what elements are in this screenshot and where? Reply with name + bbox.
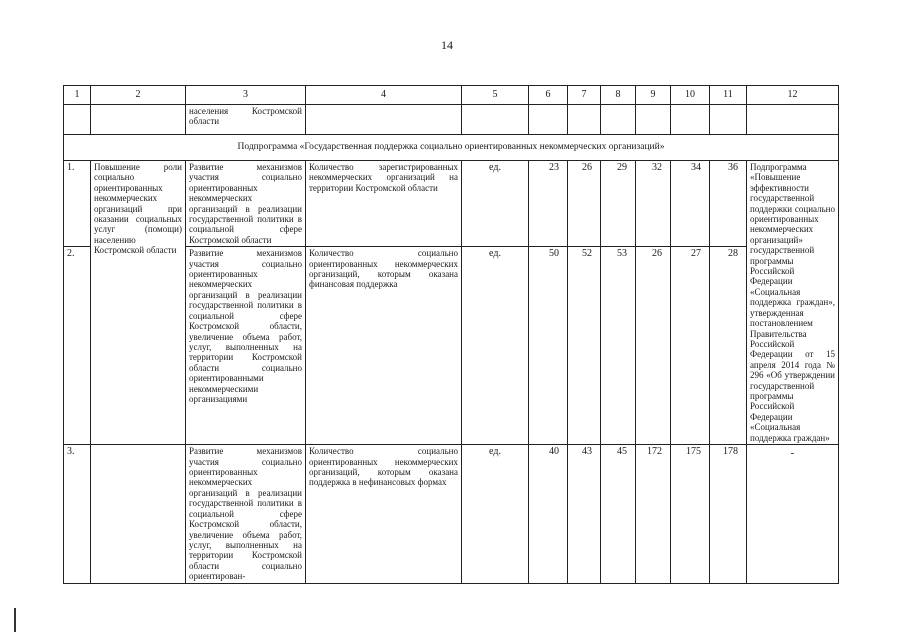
value-cell: 26	[568, 161, 601, 247]
page-number: 14	[441, 38, 453, 52]
goal-cell: Повышение роли социально ориентированных некоммерческих организаций при оказании социальных услуг (помощи) населению Костромской области	[91, 161, 186, 445]
indicator-cell: Количество социально ориентированных некоммерческих организаций, которым оказана поддержка в нефинансовых формах	[306, 445, 462, 583]
header-cell: 12	[747, 86, 839, 105]
scan-mark	[14, 608, 16, 632]
table-row	[64, 445, 839, 583]
row-number: 2.	[64, 247, 91, 445]
subprogram-title: Подпрограмма «Государственная поддержка социально ориентированных некоммерческих организаций»	[64, 135, 839, 161]
task-cell: Развитие механизмов участия социально ориентированных некоммерческих организаций в реализации государственной политики в социальной сфере Костромской области, увеличение объема работ, услуг, выполненных на территории Костромской области социально ориентированными некоммерческими организациями	[186, 247, 306, 445]
indicator-cell: Количество социально ориентированных некоммерческих организаций, которым оказана финансовая поддержка	[306, 247, 462, 445]
header-cell: 9	[636, 86, 671, 105]
header-cell: 8	[601, 86, 636, 105]
header-cell: 1	[64, 86, 91, 105]
header-cell: 7	[568, 86, 601, 105]
empty-dash: -	[790, 447, 795, 460]
header-cell: 6	[529, 86, 568, 105]
header-cell: 2	[91, 86, 186, 105]
subprogram-row	[64, 135, 839, 161]
value-cell: 23	[529, 161, 568, 247]
carry-over-row	[64, 105, 839, 135]
value-cell: 36	[710, 161, 747, 247]
row-number: 3.	[64, 445, 91, 583]
indicators-table	[63, 85, 839, 584]
program-note-cell: Подпрограмма «Повышение эффективности государственной поддержки социально ориентированных некоммерческих организаций» государственной программы Российской Федерации «Социальная поддержка граждан», утвержденная постановлением Правительства Российской Федерации от 15 апреля 2014 года № 296 «Об утверждении государственной программы Российской Федерации «Социальная поддержка граждан»	[747, 161, 839, 445]
value-cell: 50	[529, 247, 568, 445]
value-cell: 43	[568, 445, 601, 583]
value-cell: 29	[601, 161, 636, 247]
value-cell: 32	[636, 161, 671, 247]
value-cell: 34	[671, 161, 710, 247]
unit-cell: ед.	[462, 161, 529, 247]
indicator-cell: Количество зарегистрированных некоммерческих организаций на территории Костромской области	[306, 161, 462, 247]
header-cell: 10	[671, 86, 710, 105]
value-cell: 172	[636, 445, 671, 583]
header-cell: 3	[186, 86, 306, 105]
header-cell: 4	[306, 86, 462, 105]
value-cell: 52	[568, 247, 601, 445]
value-cell: 45	[601, 445, 636, 583]
value-cell: 175	[671, 445, 710, 583]
row-number: 1.	[64, 161, 91, 247]
carry-over-text: населения Костромской области	[186, 105, 306, 135]
header-cell: 5	[462, 86, 529, 105]
value-cell: 178	[710, 445, 747, 583]
unit-cell: ед.	[462, 445, 529, 583]
value-cell: 53	[601, 247, 636, 445]
value-cell: 26	[636, 247, 671, 445]
unit-cell: ед.	[462, 247, 529, 445]
table-row	[64, 161, 839, 247]
value-cell: 40	[529, 445, 568, 583]
header-cell: 11	[710, 86, 747, 105]
task-cell: Развитие механизмов участия социально ориентированных некоммерческих организаций в реализации государственной политики в социальной сфере Костромской области	[186, 161, 306, 247]
value-cell: 28	[710, 247, 747, 445]
header-row	[64, 86, 839, 105]
value-cell: 27	[671, 247, 710, 445]
program-note-cell	[747, 445, 839, 583]
task-cell: Развитие механизмов участия социально ориентированных некоммерческих организаций в реализации государственной политики в социальной сфере Костромской области, увеличение объема работ, услуг, выполненных на территории Костромской области социально ориентирован-	[186, 445, 306, 583]
